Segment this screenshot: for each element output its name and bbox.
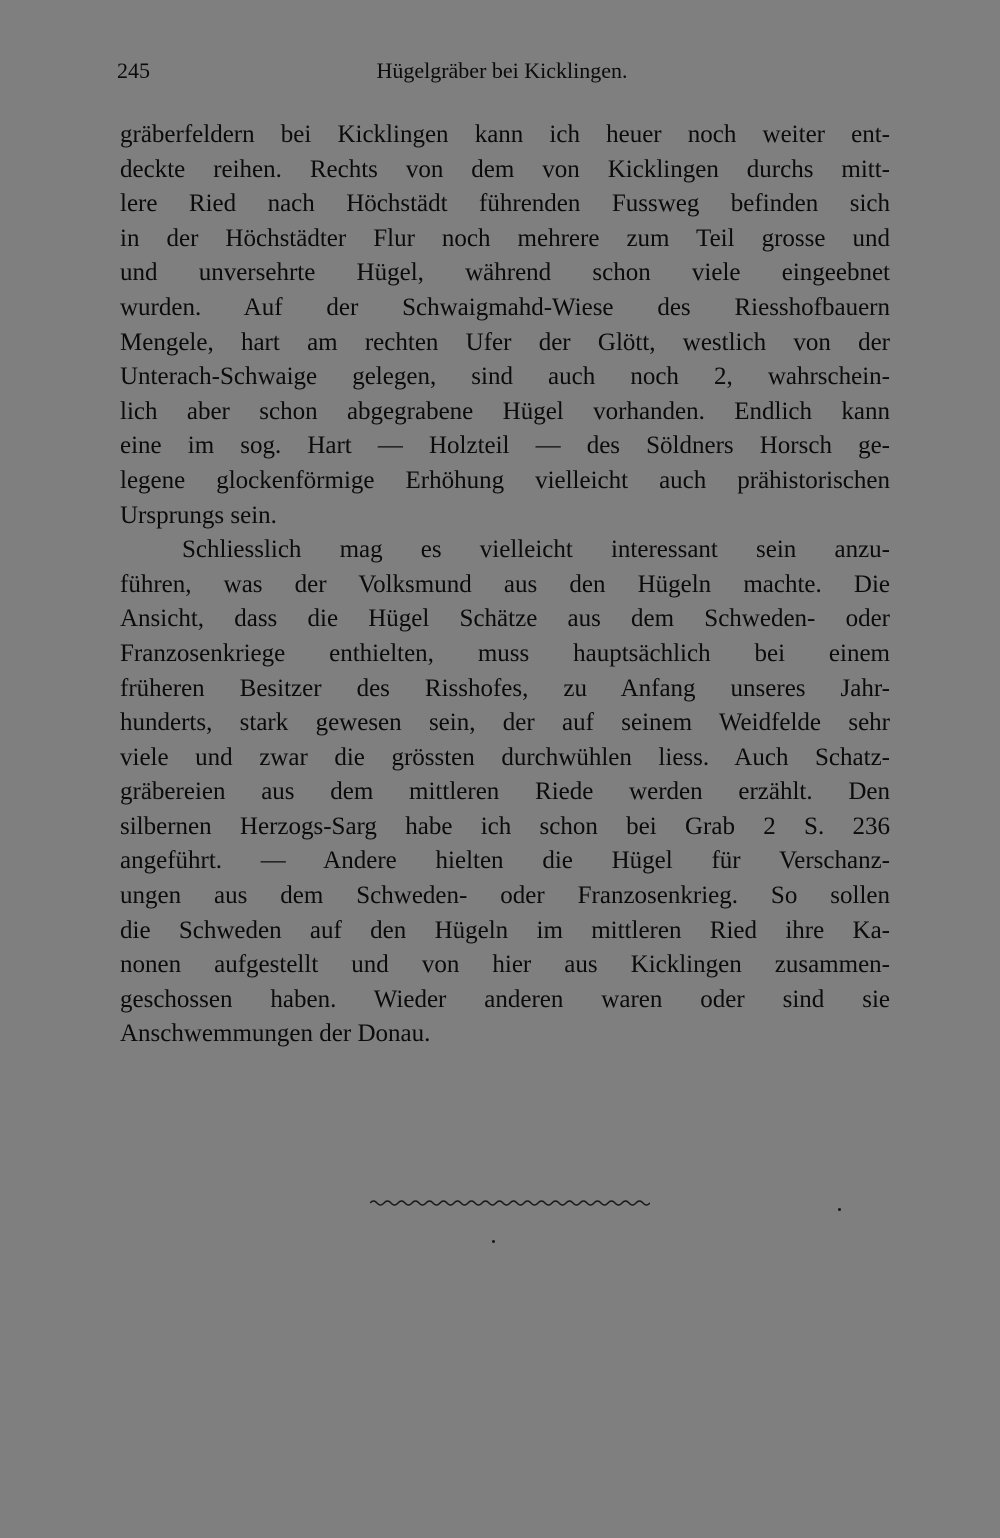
- text-line: viele und zwar die grössten durchwühlen liess. Auch Schatz-: [120, 743, 890, 771]
- text-line: nonen aufgestellt und von hier aus Kicklingen zusammen-: [120, 951, 890, 979]
- text-line: angeführt. — Andere hielten die Hügel für Verschanz-: [120, 847, 890, 875]
- running-title: Hügelgräber bei Kicklingen.: [376, 58, 628, 83]
- text-line: eine im sog. Hart — Holzteil — des Söldners Horsch ge-: [120, 432, 890, 460]
- ink-speck: [838, 1208, 841, 1211]
- text-line: lere Ried nach Höchstädt führenden Fussweg befinden sich: [120, 190, 890, 218]
- text-line: gräbereien aus dem mittleren Riede werden erzählt. Den: [120, 778, 890, 806]
- text-line: lich aber schon abgegrabene Hügel vorhanden. Endlich kann: [120, 397, 890, 425]
- text-line: silbernen Herzogs-Sarg habe ich schon bei Grab 2 S. 236: [120, 812, 890, 840]
- text-line: geschossen haben. Wieder anderen waren oder sind sie: [120, 985, 890, 1013]
- text-line: Anschwemmungen der Donau.: [120, 1020, 431, 1048]
- text-line: und unversehrte Hügel, während schon viele eingeebnet: [120, 259, 890, 287]
- text-line: Ansicht, dass die Hügel Schätze aus dem Schweden- oder: [120, 605, 890, 633]
- text-line: deckte reihen. Rechts von dem von Kicklingen durchs mitt-: [120, 155, 890, 183]
- text-line: Ursprungs sein.: [120, 501, 277, 529]
- text-line: gräberfeldern bei Kicklingen kann ich heuer noch weiter ent-: [120, 121, 890, 148]
- text-line: Franzosenkriege enthielten, muss hauptsächlich bei einem: [120, 639, 890, 667]
- ink-speck: [492, 1240, 495, 1243]
- text-line: wurden. Auf der Schwaigmahd-Wiese des Riesshofbauern: [120, 293, 890, 321]
- text-line: legene glockenförmige Erhöhung vielleicht auch prähistorischen: [120, 466, 890, 494]
- text-line: ungen aus dem Schweden- oder Franzosenkrieg. So sollen: [120, 882, 890, 910]
- page-number: 245: [117, 58, 150, 83]
- text-line: Schliesslich mag es vielleicht interessant sein anzu-: [182, 536, 890, 564]
- text-line: Mengele, hart am rechten Ufer der Glött, westlich von der: [120, 328, 890, 356]
- wavy-rule-ornament: [370, 1196, 650, 1210]
- text-line: hunderts, stark gewesen sein, der auf seinem Weidfelde sehr: [120, 709, 890, 737]
- text-line: in der Höchstädter Flur noch mehrere zum Teil grosse und: [120, 224, 890, 252]
- text-line: Unterach-Schwaige gelegen, sind auch noch 2, wahrschein-: [120, 363, 890, 391]
- text-line: führen, was der Volksmund aus den Hügeln machte. Die: [120, 570, 890, 598]
- body-text: [120, 118, 890, 1052]
- text-line: früheren Besitzer des Risshofes, zu Anfang unseres Jahr-: [120, 674, 890, 702]
- page-header: [117, 58, 887, 92]
- text-line: die Schweden auf den Hügeln im mittleren Ried ihre Ka-: [120, 916, 890, 944]
